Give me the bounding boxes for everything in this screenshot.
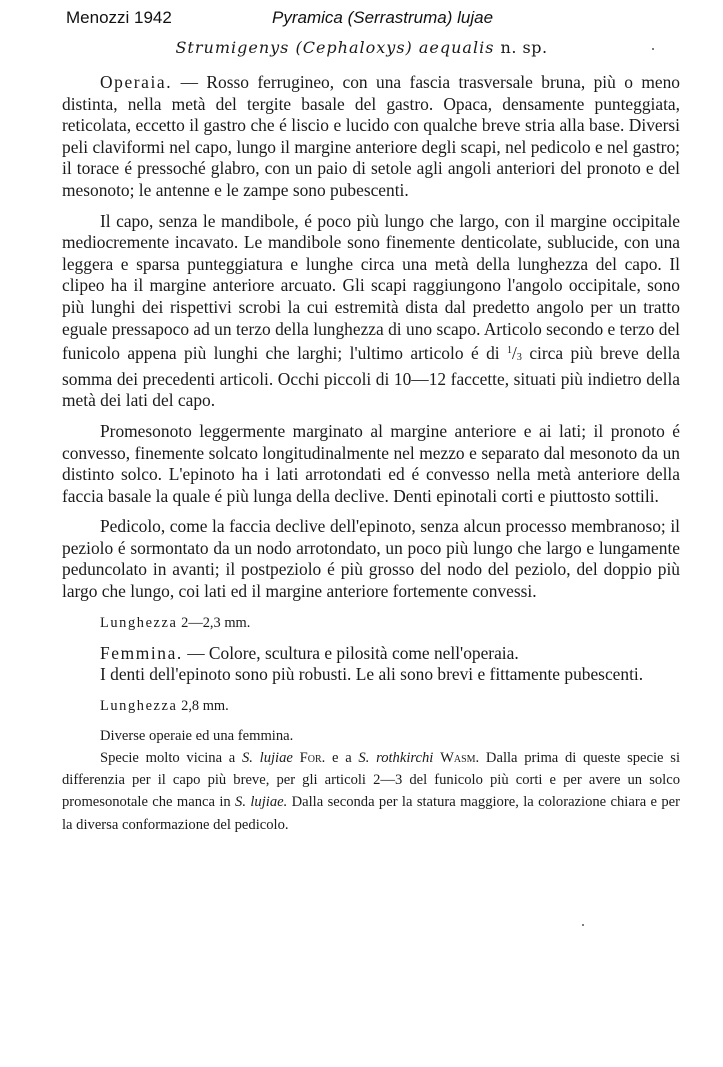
header-citation: Menozzi 1942 <box>66 8 172 27</box>
fraction-numerator: 1 <box>507 345 513 357</box>
head-text-part1: Il capo, senza le mandibole, é poco più lungo che largo, con il margine occipitale mediocremente incavato. Le mandibole sono finemente denticolate, sublucide, con una leggera e sparsa punteggiatura e lunghe circa una metà della lunghezza del capo. Il clipeo ha il margine anteriore arcuato. Gli scapi raggiungono l'angolo occipitale, sono più lunghi dei rispettivi scrobi la cui estremità dista dal predetto angolo per un tratto eguale pressapoco ad un terzo della lunghezza di uno scapo. Articolo secondo e terzo del funicolo appena più lunghi che larghi; l'ultimo articolo é di <box>62 210 680 364</box>
title-genus: Strumigenys <box>175 38 290 57</box>
title-status: n. sp. <box>500 38 548 57</box>
worker-length-value: 2—2,3 mm. <box>181 614 251 631</box>
worker-length-label: Lunghezza <box>100 614 178 631</box>
thorax-paragraph: Promesonoto leggermente marginato al margine anteriore e ai lati; il pronoto é convesso, finemente solcato longitudinalmente nel mezzo e separato dal mesonoto da un distinto solco. L'epinoto ha i lati arrotondati ed é convesso nella metà anteriore della faccia basale la quale é più lunga della declive. Denti epinotali corti e piuttosto sottili. <box>62 420 680 506</box>
worker-paragraph <box>62 72 680 202</box>
note-species-lujiae-2: S. lujiae. <box>235 794 288 811</box>
worker-length <box>62 612 680 634</box>
female-heading: Femmina. <box>100 642 183 663</box>
note-author-forel: For. <box>299 750 326 767</box>
note-species-rothkirchi: S. rothkirchi <box>358 750 434 767</box>
fraction: $^1/_3$ <box>507 343 522 364</box>
female-length <box>62 695 680 717</box>
note-text-4: Dalla seconda per la statura maggiore, la colorazione chiara e per la diversa conformazione del pedicolo. <box>62 794 680 833</box>
worker-description: — Rosso ferrugineo, con una fascia trasversale bruna, più o meno distinta, nella metà del tergite basale del gastro. Opaca, densamente punteggiata, reticolata, eccetto il gastro che é liscio e lucido con qualche breve stria alla base. Diversi peli claviformi nel capo, lungo il margine anteriore degli scapi, nel pedicolo e nel gastro; il torace é pressoché glabro, con un paio di setole agli angoli anteriori del pronoto e del mesonoto; le antenne e le zampe sono pubescenti. <box>62 72 680 200</box>
remarks-block <box>62 725 680 836</box>
note-text-1: Specie molto vicina a <box>100 750 242 767</box>
title-species: aequalis <box>418 38 495 57</box>
pedicel-paragraph: Pedicolo, come la faccia declive dell'epinoto, senza alcun processo membranoso; il peziolo é sormontato da un nodo arrotondato, un poco più lungo che largo e lungamente peduncolato in avanti; il postpeziolo é più grosso del nodo del peziolo, del doppio più largo che lungo, coi lati ed il margine anteriore fortemente convessi. <box>62 516 680 602</box>
material-examined: Diverse operaie ed una femmina. <box>100 727 294 744</box>
speck-mark <box>582 924 584 926</box>
fraction-denominator: 3 <box>516 352 522 364</box>
title-subgenus: (Cephaloxys) <box>295 38 413 57</box>
note-text-3: Dalla prima di queste specie si differenzia per il capo più breve, per gli articoli 2—3 del funicolo più corti e per avere un solco promesonotale che manca in <box>62 750 680 811</box>
female-paragraph <box>62 643 680 665</box>
description-body <box>62 72 680 836</box>
female-length-label: Lunghezza <box>100 697 178 714</box>
header-taxon-name: Pyramica (Serrastruma) lujae <box>272 8 494 27</box>
female-teeth-paragraph: I denti dell'epinoto sono più robusti. Le ali sono brevi e fittamente pubescenti. <box>100 664 644 685</box>
note-species-lujiae: S. lujiae <box>241 750 293 767</box>
species-title <box>0 38 723 57</box>
speck-mark <box>652 48 654 50</box>
worker-heading: Operaia. <box>100 72 173 92</box>
female-description: — Colore, scultura e pilosità come nell'operaia. <box>182 642 519 663</box>
head-paragraph <box>62 211 680 412</box>
note-text-2: e a <box>325 750 359 767</box>
note-author-wasmann: Wasm. <box>440 750 480 767</box>
comparison-note <box>62 747 680 836</box>
female-length-value: 2,8 mm. <box>181 697 229 714</box>
head-text-part2: circa più breve della somma dei precedenti articoli. Occhi piccoli di 10—12 faccette, situati più indietro della metà dei lati del capo. <box>62 343 680 411</box>
